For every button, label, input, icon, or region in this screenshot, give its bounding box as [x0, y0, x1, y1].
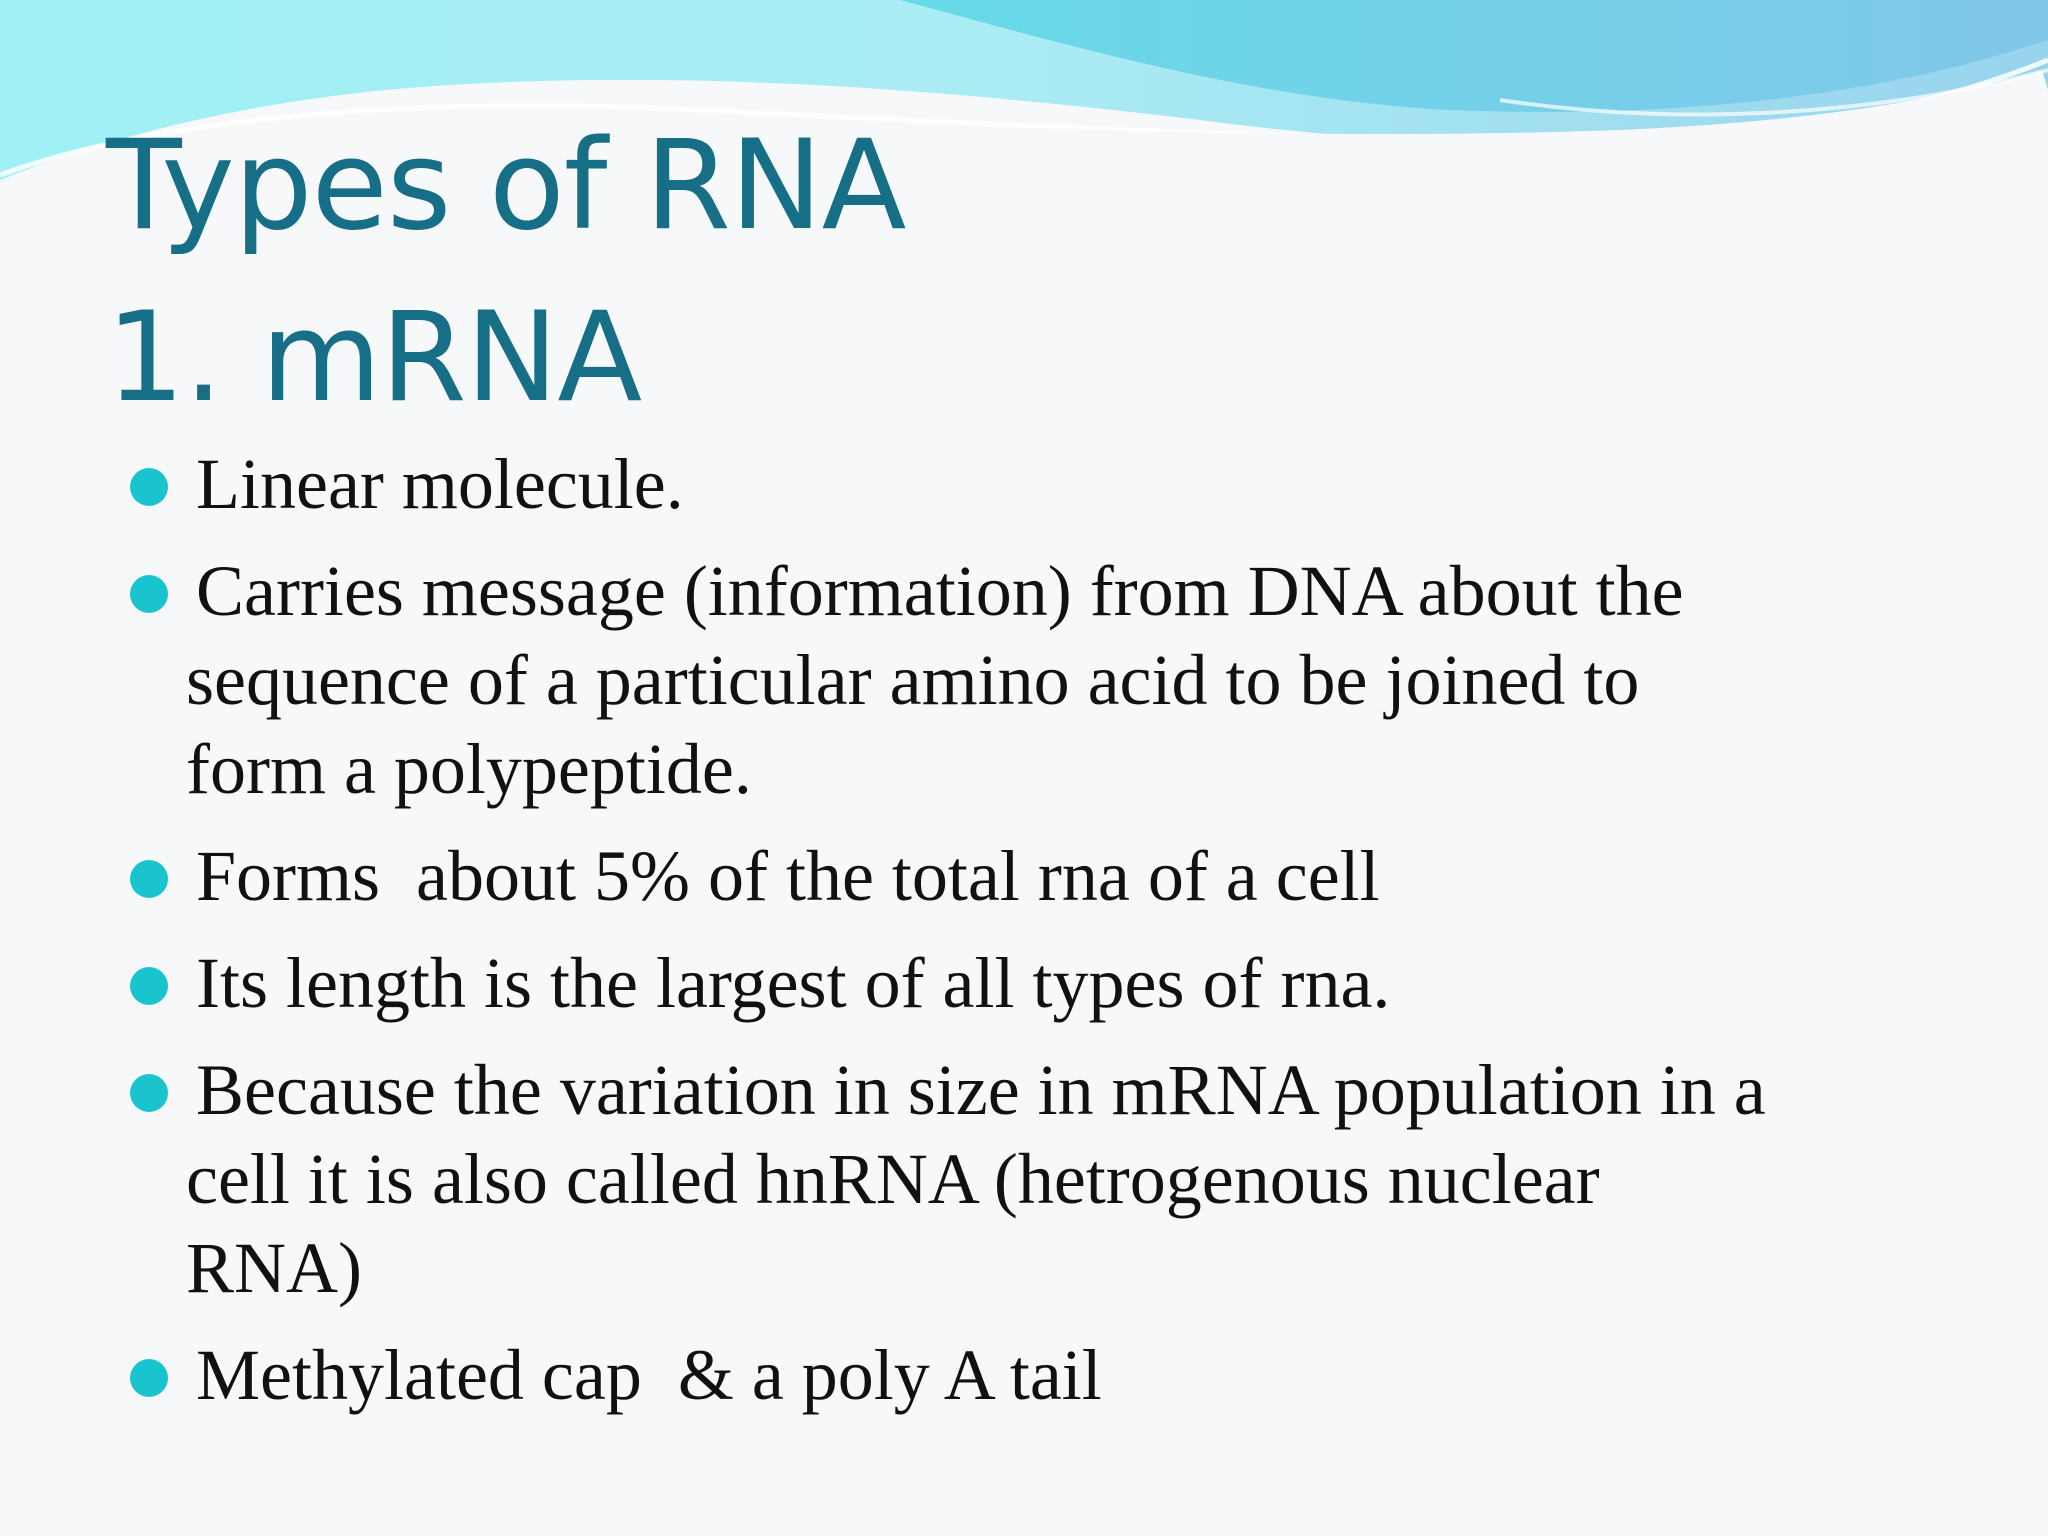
title-line-2: 1. mRNA [106, 286, 642, 430]
bullet-dot-icon [130, 1359, 168, 1397]
bullet-item [128, 1331, 2008, 1420]
bullet-item [128, 547, 2008, 814]
bullet-dot-icon [130, 860, 168, 898]
bullet-text: RNA) [186, 1228, 362, 1308]
bullet-list [128, 440, 2008, 1438]
title-line-1: Types of RNA [106, 114, 906, 258]
slide-title [106, 100, 906, 444]
bullet-dot-icon [130, 468, 168, 506]
bullet-item [128, 1046, 2008, 1313]
bullet-item [128, 939, 2008, 1028]
bullet-text: Forms about 5% of the total rna of a cell [196, 836, 1380, 916]
bullet-dot-icon [130, 967, 168, 1005]
bullet-text: Carries message (information) from DNA about the [196, 551, 1684, 631]
bullet-text: Its length is the largest of all types of rna. [196, 943, 1391, 1023]
bullet-dot-icon [130, 1074, 168, 1112]
bullet-text: sequence of a particular amino acid to be joined to [186, 640, 1640, 720]
bullet-text: Methylated cap & a poly A tail [196, 1335, 1102, 1415]
bullet-dot-icon [130, 575, 168, 613]
bullet-text: form a polypeptide. [186, 729, 752, 809]
bullet-item [128, 832, 2008, 921]
bullet-text: cell it is also called hnRNA (hetrogenous nuclear [186, 1139, 1600, 1219]
bullet-text: Linear molecule. [196, 444, 684, 524]
bullet-item [128, 440, 2008, 529]
bullet-text: Because the variation in size in mRNA population in a [196, 1050, 1766, 1130]
